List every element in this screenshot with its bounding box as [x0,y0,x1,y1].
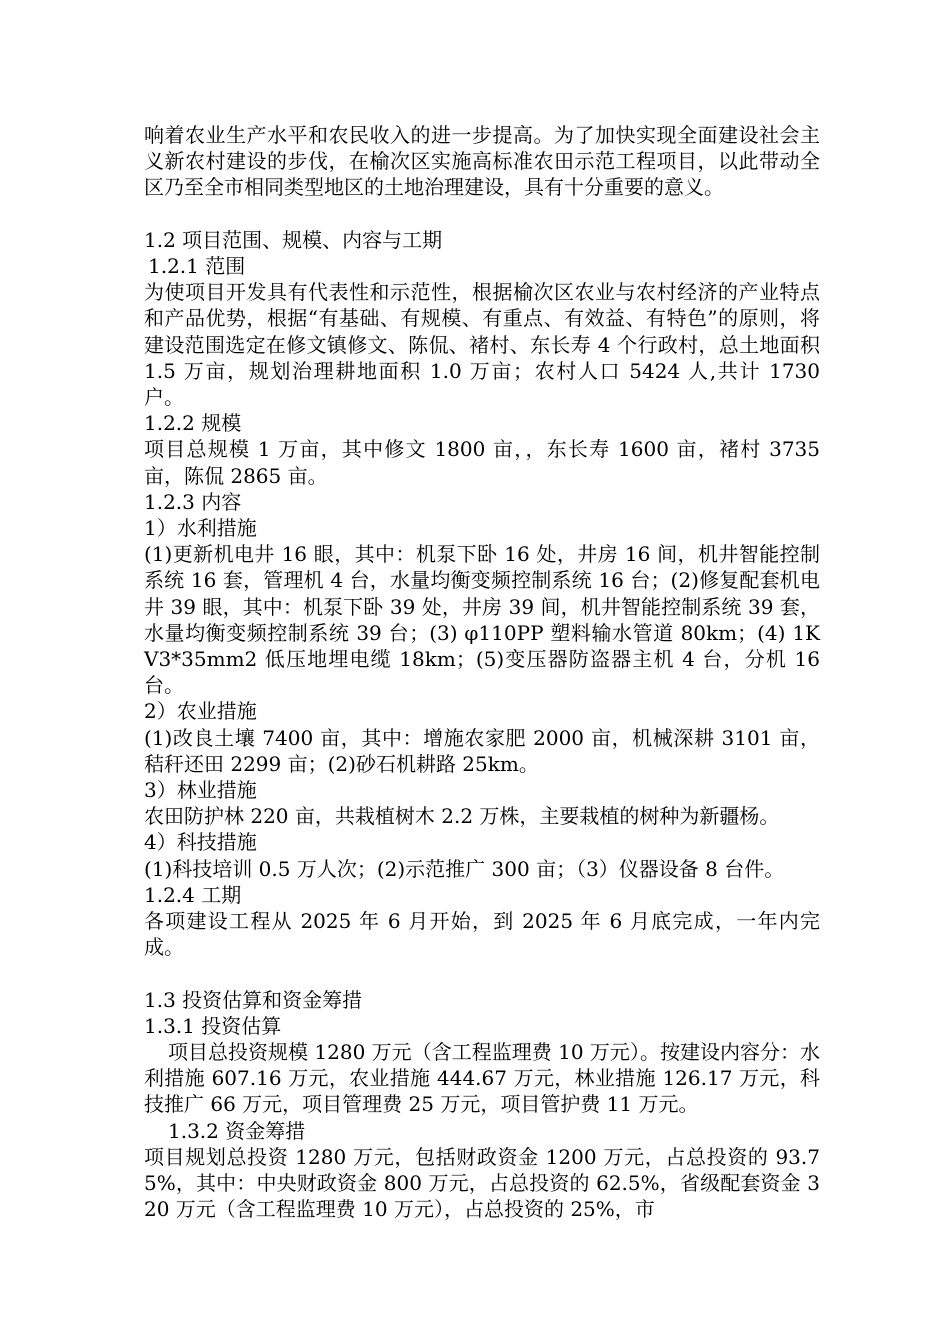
section-1-2-heading: 1.2 项目范围、规模、内容与工期 [144,227,443,252]
section-1-3-2-body: 项目规划总投资 1280 万元，包括财政资金 1200 万元，占总投资的 93.75%，其中：中央财政资金 800 万元，占总投资的 62.5%，省级配套资金 320 万元（含工程监理费 10 万元），占总投资的 25%，市 [144,1144,820,1222]
section-1-2-1-body: 为使项目开发具有代表性和示范性，根据榆次区农业与农村经济的产业特点和产品优势，根据“有基础、有规模、有重点、有效益、有特色”的原则，将建设范围选定在修文镇修文、陈侃、褚村、东长寿 4 个行政村，总土地面积 1.5 万亩，规划治理耕地面积 1.0 万亩；农村人口 5424 人,共计 1730 户。 [144,280,820,410]
section-1-2-1-heading: 1.2.1 范围 [148,254,246,278]
agri-measures-heading: 2）农业措施 [144,699,257,724]
document-page [144,122,820,1223]
section-1-2-3-heading: 1.2.3 内容 [144,489,242,514]
agri-measures-body: (1)改良土壤 7400 亩，其中：增施农家肥 2000 亩，机械深耕 3101 亩，秸秆还田 2299 亩；(2)砂石机耕路 25km。 [144,725,820,776]
tech-measures-body: (1)科技培训 0.5 万人次；(2)示范推广 300 亩；（3）仪器设备 8 台件。 [144,856,785,881]
section-1-3-1-heading: 1.3.1 投资估算 [144,1013,282,1038]
water-measures-body: (1)更新机电井 16 眼，其中：机泵下卧 16 处，井房 16 间，机井智能控制系统 16 套，管理机 4 台，水量均衡变频控制系统 16 台；(2)修复配套机电井 39 眼，其中：机泵下卧 39 处，井房 39 间，机井智能控制系统 39 套，水量均衡变频控制系统 39 台；(3) φ110PP 塑料输水管道 80km；(4) 1KV3*35mm2 低压地埋电缆 18km；(5)变压器防盗器主机 4 台，分机 16 台。 [144,542,820,698]
section-1-2-2-body: 项目总规模 1 万亩，其中修文 1800 亩，，东长寿 1600 亩，褚村 3735 亩，陈侃 2865 亩。 [144,437,820,488]
section-1-3-2-heading: 1.3.2 资金筹措 [168,1118,306,1143]
section-1-2-4-heading: 1.2.4 工期 [144,882,242,907]
section-1-2-4-body: 各项建设工程从 2025 年 6 月开始，到 2025 年 6 月底完成，一年内完成。 [144,909,820,960]
section-1-3-heading: 1.3 投资估算和资金筹措 [144,987,363,1012]
blank-line [144,201,820,227]
intro-paragraph: 响着农业生产水平和农民收入的进一步提高。为了加快实现全面建设社会主义新农村建设的步伐，在榆次区实施高标准农田示范工程项目，以此带动全区乃至全市相同类型地区的土地治理建设，具有十分重要的意义。 [144,123,820,200]
forest-measures-heading: 3）林业措施 [144,778,257,803]
section-1-3-1-body: 项目总投资规模 1280 万元（含工程监理费 10 万元）。按建设内容分：水利措施 607.16 万元，农业措施 444.67 万元，林业措施 126.17 万元，科技推广 66 万元，项目管理费 25 万元，项目管护费 11 万元。 [144,1040,820,1117]
tech-measures-heading: 4）科技措施 [144,830,257,855]
forest-measures-body: 农田防护林 220 亩，共栽植树木 2.2 万株，主要栽植的树种为新疆杨。 [144,804,780,829]
section-1-2-2-heading: 1.2.2 规模 [144,411,242,436]
water-measures-heading: 1）水利措施 [144,516,257,541]
blank-line [144,960,820,986]
